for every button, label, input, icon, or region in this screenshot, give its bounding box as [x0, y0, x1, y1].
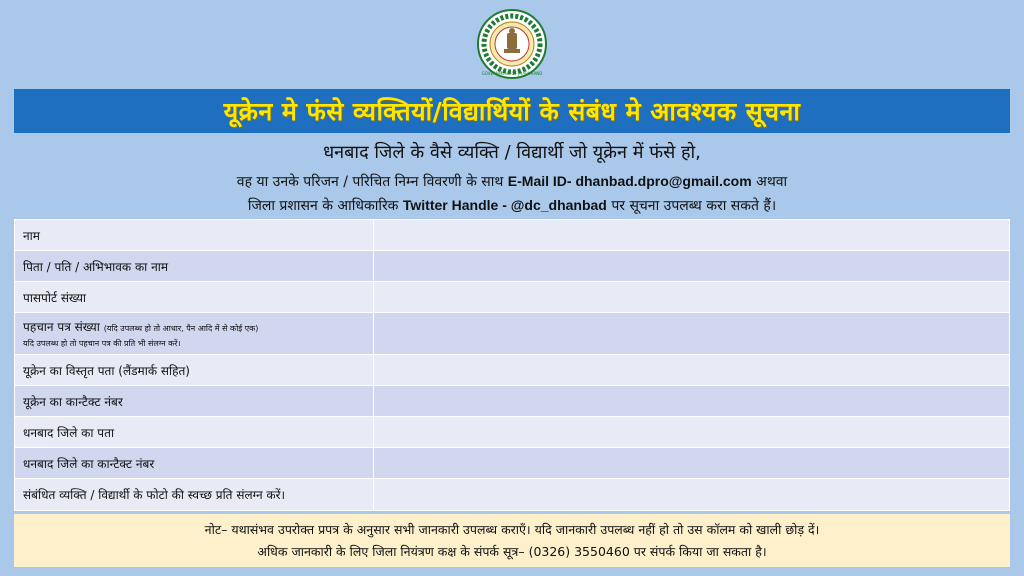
- form-row-passport: [15, 282, 1010, 313]
- row-value-field[interactable]: [374, 417, 1010, 448]
- row-label-note: यदि उपलब्ध हो तो पहचान पत्र की प्रति भी संलग्न करें।: [23, 339, 181, 348]
- row-value-field[interactable]: [374, 251, 1010, 282]
- row-label-note: (यदि उपलब्ध हो तो आधार, पैन आदि में से कोई एक): [103, 324, 259, 333]
- form-row-ukraine-contact: [15, 386, 1010, 417]
- row-label: पहचान पत्र संख्या: [23, 320, 100, 334]
- intro-line-2: [0, 172, 1024, 191]
- row-label: धनबाद जिले का कान्टैक्ट नंबर: [15, 448, 374, 479]
- footer-note: [14, 514, 1010, 567]
- title-banner: [14, 89, 1010, 133]
- note-line-2: अधिक जानकारी के लिए जिला नियंत्रण कक्ष के संपर्क सूत्र– (0326) 3550460 पर संपर्क किया जा सकता है।: [257, 544, 767, 559]
- form-row-id-card: [15, 313, 1010, 355]
- row-value-field[interactable]: [374, 479, 1010, 511]
- row-value-field[interactable]: [374, 355, 1010, 386]
- government-seal-logo: [477, 9, 547, 79]
- row-value-field[interactable]: [374, 448, 1010, 479]
- twitter-handle[interactable]: Twitter Handle - @dc_dhanbad: [402, 197, 607, 213]
- intro-line-3-suffix: पर सूचना उपलब्ध करा सकते हैं।: [611, 198, 777, 214]
- row-value-field[interactable]: [374, 282, 1010, 313]
- row-value-field[interactable]: [374, 220, 1010, 251]
- row-label: यूक्रेन का विस्तृत पता (लैंडमार्क सहित): [15, 355, 374, 386]
- row-label: नाम: [15, 220, 374, 251]
- intro-line-2-prefix: वह या उनके परिजन / परिचित निम्न विवरणी के साथ: [236, 174, 504, 190]
- contact-email[interactable]: E-Mail ID- dhanbad.dpro@gmail.com: [507, 173, 752, 189]
- row-label: संबंधित व्यक्ति / विद्यार्थी के फोटो की स्वच्छ प्रति संलग्न करें।: [15, 479, 374, 511]
- intro-line-1: धनबाद जिले के वैसे व्यक्ति / विद्यार्थी जो यूक्रेन में फंसे हो,: [323, 142, 701, 163]
- row-label-id-card: [15, 313, 374, 355]
- intro-line-3-prefix: जिला प्रशासन के आधिकारिक: [247, 198, 399, 214]
- form-row-guardian-name: [15, 251, 1010, 282]
- government-of-jharkhand-seal-icon: [477, 9, 547, 79]
- intro-line-2-suffix: अथवा: [756, 174, 788, 190]
- row-label: पिता / पति / अभिभावक का नाम: [15, 251, 374, 282]
- row-label: धनबाद जिले का पता: [15, 417, 374, 448]
- row-value-field[interactable]: [374, 313, 1010, 355]
- seal-caption: GOVERNMENT OF JHARKHAND: [481, 71, 543, 76]
- form-row-dhanbad-contact: [15, 448, 1010, 479]
- banner-title: यूक्रेन मे फंसे व्यक्तियों/विद्यार्थियों के संबंध मे आवश्यक सूचना: [223, 97, 801, 126]
- details-form-table: [14, 219, 1010, 511]
- row-label: यूक्रेन का कान्टैक्ट नंबर: [15, 386, 374, 417]
- form-row-name: [15, 220, 1010, 251]
- form-row-photo: [15, 479, 1010, 511]
- row-value-field[interactable]: [374, 386, 1010, 417]
- row-label: पासपोर्ट संख्या: [15, 282, 374, 313]
- form-row-dhanbad-address: [15, 417, 1010, 448]
- form-row-ukraine-address: [15, 355, 1010, 386]
- intro-line-3: [0, 196, 1024, 215]
- note-line-1: नोट– यथासंभव उपरोक्त प्रपत्र के अनुसार सभी जानकारी उपलब्ध कराएँ। यदि जानकारी उपलब्ध नहीं हो तो उस कॉलम को खाली छोड़ दें।: [204, 522, 820, 537]
